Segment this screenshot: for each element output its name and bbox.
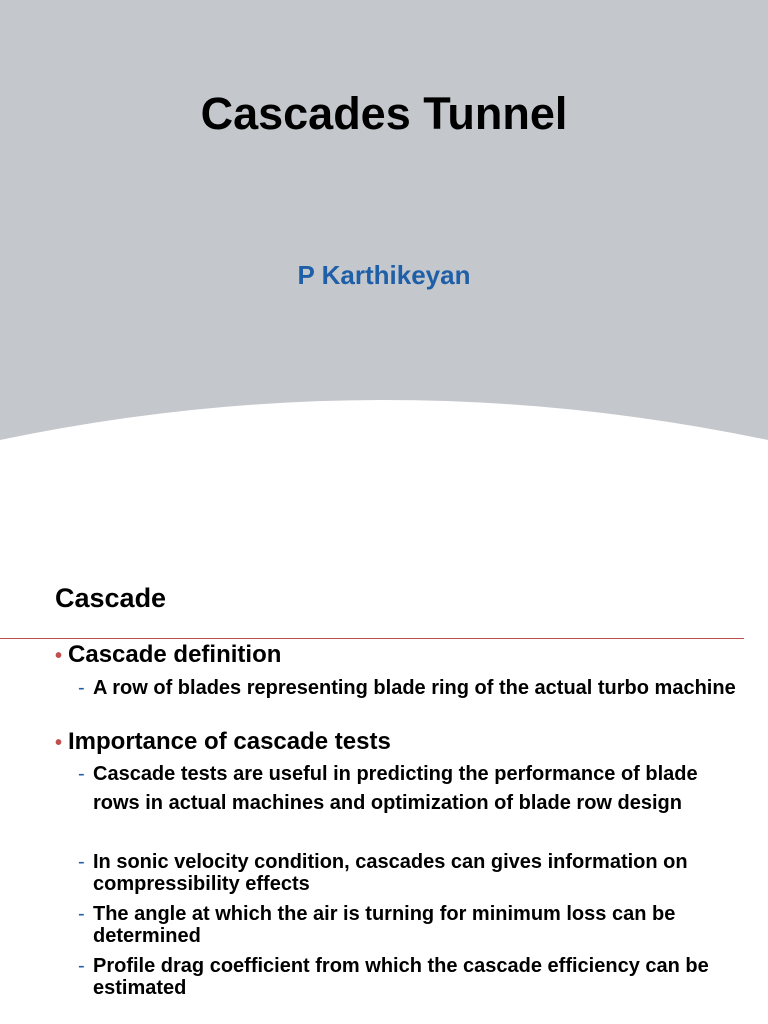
dash-icon: - — [78, 677, 85, 699]
sub-bullet-item — [78, 851, 748, 895]
heading-divider — [0, 638, 744, 639]
bullet-label: Cascade definition — [68, 641, 282, 668]
bullet-item — [55, 728, 391, 756]
sub-bullet-item — [78, 677, 748, 699]
sub-bullet-text: In sonic velocity condition, cascades can gives information on compressibility effects — [93, 851, 688, 895]
bullet-item — [55, 641, 281, 669]
dash-icon: - — [78, 955, 85, 977]
sub-bullet-text: Cascade tests are useful in predicting the performance of blade rows in actual machines and optimization of blade row design — [93, 763, 698, 814]
dash-icon: - — [78, 903, 85, 925]
sub-bullet-text: The angle at which the air is turning for minimum loss can be determined — [93, 903, 676, 947]
sub-bullet-item — [78, 760, 748, 818]
sub-bullet-text: Profile drag coefficient from which the cascade efficiency can be estimated — [93, 955, 709, 999]
bullet-dot-icon: • — [55, 645, 63, 667]
slide-title: Cascades Tunnel — [200, 88, 568, 139]
sub-bullet-item — [78, 903, 748, 947]
slide-author: P Karthikeyan — [297, 260, 471, 290]
sub-bullet-text: A row of blades representing blade ring of the actual turbo machine — [93, 677, 736, 699]
dash-icon: - — [78, 763, 85, 785]
bullet-dot-icon: • — [55, 732, 63, 754]
sub-bullet-item — [78, 955, 748, 999]
content-slide-heading: Cascade — [55, 583, 167, 613]
dash-icon: - — [78, 851, 85, 873]
bullet-label: Importance of cascade tests — [68, 728, 391, 755]
